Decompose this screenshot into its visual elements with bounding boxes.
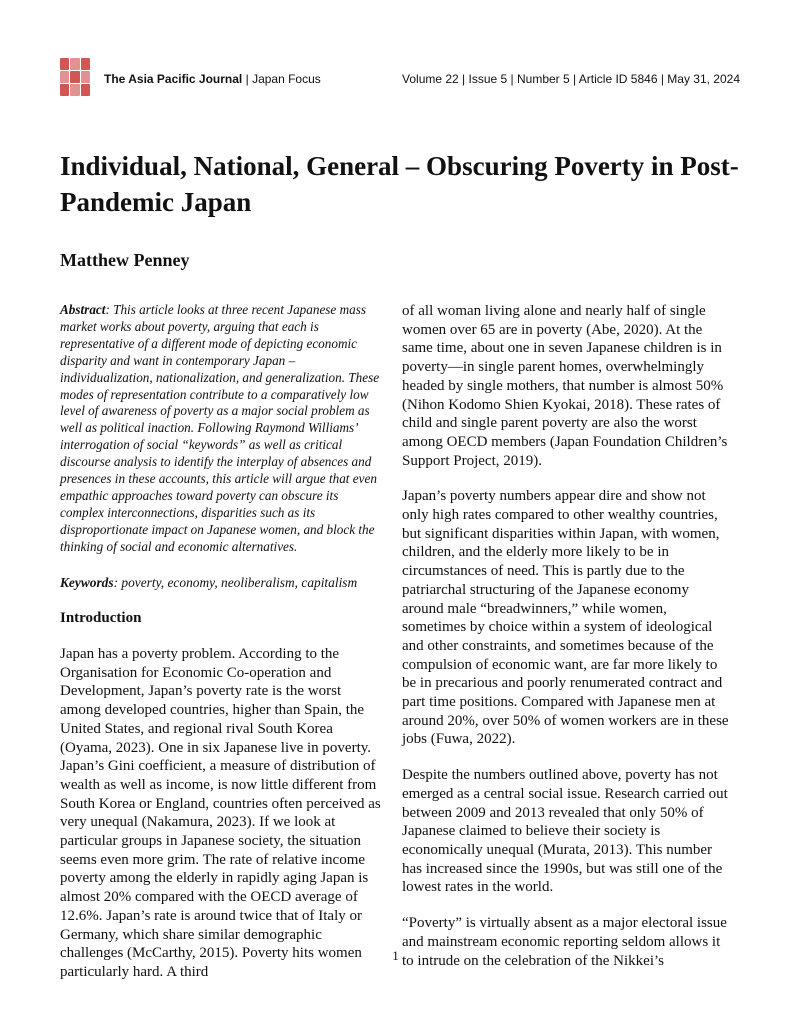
page-header <box>60 58 740 98</box>
body-paragraph: of all woman living alone and nearly half of single women over 65 are in poverty (Abe, 2020). At the same time, about one in seven Japanese children is in poverty—in single parent homes, overwhelmingly headed by single mothers, that number is almost 50% (Nihon Kodomo Shien Kyokai, 2018). These rates of child and single parent poverty are also the worst among OECD members (Japan Foundation Children’s Support Project, 2019). <box>402 303 728 469</box>
abstract-text: : This article looks at three recent Japanese mass market works about poverty, arguing that each is representative of a different mode of depicting economic disparity and want in contemporary Japan – individualization, nationalization, and generalization. These modes of representation contribute to a comparatively low level of awareness of poverty as a major social problem as well as political inaction. Following Raymond Williams’ interrogation of social “keywords” as well as critical discourse analysis to identify the interplay of absences and presences in these accounts, this article will argue that even empathic approaches toward poverty can obscure its complex interconnections, disparities such as its disproportionate impact on Japanese women, and block the thinking of social and economic alternatives. <box>60 302 380 554</box>
article-title: Individual, National, General – Obscuring Poverty in Post-Pandemic Japan <box>60 151 739 217</box>
body-paragraph: Japan’s poverty numbers appear dire and show not only high rates compared to other wealthy countries, but significant disparities within Japan, with women, children, and the elderly more likely to be in circumstances of need. This is partly due to the patriarchal structuring of the Japanese economy around male “breadwinners,” while women, sometimes by choice within a system of ideological and other constraints, and sometimes because of the compulsion of economic want, are far more likely to be in precarious and poorly renumerated contract and part time positions. Compared with Japanese men at around 20%, over 50% of women workers are in these jobs (Fuwa, 2022). <box>402 488 729 748</box>
page-number: 1 <box>392 948 399 963</box>
section-heading-introduction: Introduction <box>60 610 142 627</box>
journal-subtitle: | Japan Focus <box>242 72 321 86</box>
keywords-text: : poverty, economy, neoliberalism, capitalism <box>113 574 358 590</box>
journal-logo <box>60 58 90 96</box>
abstract-label: Abstract <box>60 302 106 317</box>
abstract <box>60 302 382 556</box>
right-column <box>402 302 732 987</box>
issue-info: Volume 22 | Issue 5 | Number 5 | Article ID 5846 | May 31, 2024 <box>402 72 740 86</box>
keywords-label: Keywords <box>60 574 114 590</box>
keywords <box>60 574 382 593</box>
left-column <box>60 302 382 999</box>
body-paragraph: Despite the numbers outlined above, poverty has not emerged as a central social issue. Research carried out between 2009 and 2013 revealed that only 50% of Japanese claimed to believe their society is economically unequal (Murata, 2013). This number has increased since the 1990s, but was still one of the lowest rates in the world. <box>402 767 728 896</box>
body-paragraph: “Poverty” is virtually absent as a major electoral issue and mainstream economic reporting seldom allows it to intrude on the celebration of the Nikkei’s <box>402 915 727 969</box>
body-paragraph: Japan has a poverty problem. According to the Organisation for Economic Co-operation and Development, Japan’s poverty rate is the worst among developed countries, higher than Spain, the United States, and regional rival South Korea (Oyama, 2023). One in six Japanese live in poverty. Japan’s Gini coefficient, a measure of distribution of wealth as well as income, is now little different from South Korea or England, countries often perceived as very unequal (Nakamura, 2023). If we look at particular groups in Japanese society, the situation seems even more grim. The rate of relative income poverty among the elderly in rapidly aging Japan is almost 20% compared with the OECD average of 12.6%. Japan’s rate is around twice that of Italy or Germany, which share similar demographic challenges (McCarthy, 2015). Poverty hits women particularly hard. A third <box>60 646 381 980</box>
journal-name: The Asia Pacific Journal <box>104 72 243 86</box>
journal-title <box>104 72 321 86</box>
article-author: Matthew Penney <box>60 250 190 270</box>
